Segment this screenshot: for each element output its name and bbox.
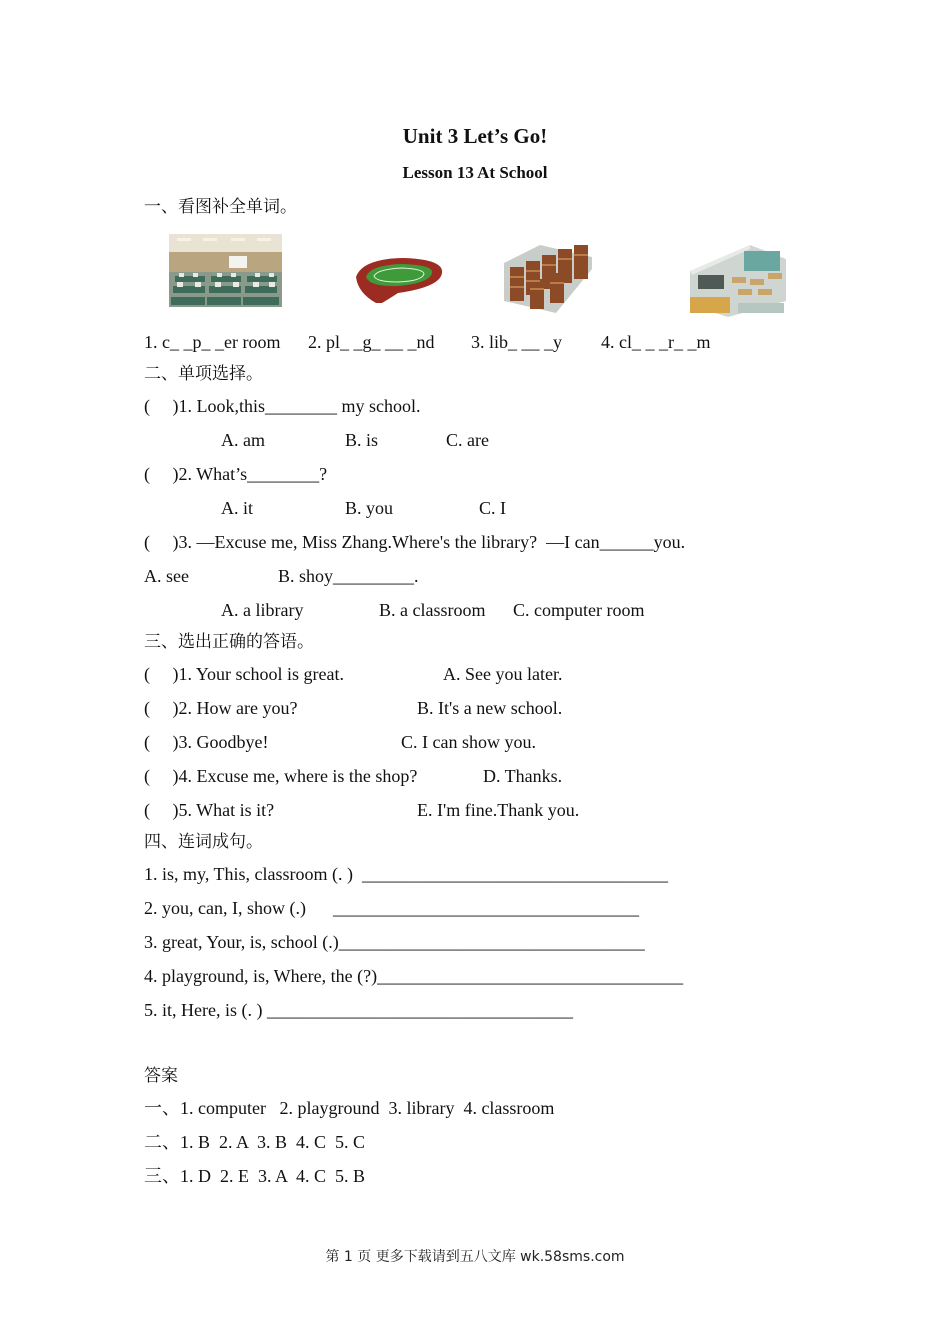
sentence-item-2: 2. you, can, I, show (.) __________________________________ [144, 898, 639, 918]
library-image [500, 239, 596, 314]
mc-q3-option-a: A. a library [221, 600, 304, 620]
answers-line-3: 三、1. D 2. E 3. A 4. C 5. B [144, 1166, 366, 1186]
match-question-2: ( )2. How are you? [144, 698, 298, 718]
answers-line-2: 二、1. B 2. A 3. B 4. C 5. C [144, 1132, 366, 1152]
match-question-4: ( )4. Excuse me, where is the shop? [144, 766, 418, 786]
match-answer-a: A. See you later. [443, 664, 563, 684]
answers-line-1: 一、1. computer 2. playground 3. library 4. classroom [144, 1098, 555, 1118]
mc-q2-option-b: B. you [345, 498, 394, 518]
match-answer-e: E. I'm fine.Thank you. [417, 800, 580, 820]
match-answer-c: C. I can show you. [401, 732, 536, 752]
mc-q1-option-a: A. am [221, 430, 265, 450]
sentence-item-3: 3. great, Your, is, school (.)__________________________________ [144, 932, 645, 952]
answers-heading: 答案 [144, 1066, 178, 1086]
section2-heading: 二、单项选择。 [144, 364, 263, 384]
mc-extra-option-a: A. see [144, 566, 189, 586]
word-item-3: 3. lib_ __ _y [471, 332, 563, 352]
section1-heading: 一、看图补全单词。 [144, 197, 297, 217]
playground-image [352, 253, 446, 305]
word-item-4: 4. cl_ _ _r_ _m [601, 332, 711, 352]
mc-q3-option-b: B. a classroom [379, 600, 486, 620]
match-question-5: ( )5. What is it? [144, 800, 275, 820]
match-answer-b: B. It's a new school. [417, 698, 563, 718]
sentence-item-4: 4. playground, is, Where, the (?)__________________________________ [144, 966, 684, 986]
match-question-1: ( )1. Your school is great. [144, 664, 344, 684]
section3-heading: 三、选出正确的答语。 [144, 632, 314, 652]
word-item-2: 2. pl_ _g_ __ _nd [308, 332, 435, 352]
classroom-image [688, 243, 788, 317]
match-question-3: ( )3. Goodbye! [144, 732, 269, 752]
mc-q1-option-b: B. is [345, 430, 379, 450]
page-footer: 第 1 页 更多下载请到五八文库 wk.58sms.com [325, 1249, 625, 1265]
mc-q3-option-c: C. computer room [513, 600, 645, 620]
sentence-item-1: 1. is, my, This, classroom (. ) __________________________________ [144, 864, 668, 884]
mc-q1-option-c: C. are [446, 430, 489, 450]
mc-question-1: ( )1. Look,this________ my school. [144, 396, 421, 416]
mc-q2-option-a: A. it [221, 498, 254, 518]
mc-question-3: ( )3. —Excuse me, Miss Zhang.Where's the library? —I can______you. [144, 532, 686, 552]
word-item-1: 1. c_ _p_ _er room [144, 332, 281, 352]
mc-q2-option-c: C. I [479, 498, 506, 518]
computer-room-image [169, 234, 282, 307]
lesson-subtitle: Lesson 13 At School [402, 163, 548, 182]
mc-extra-option-b: B. shoy_________. [278, 566, 419, 586]
page-title: Unit 3 Let’s Go! [402, 124, 548, 148]
section4-heading: 四、连词成句。 [144, 832, 263, 852]
sentence-item-5: 5. it, Here, is (. ) __________________________________ [144, 1000, 573, 1020]
mc-question-2: ( )2. What’s________? [144, 464, 328, 484]
match-answer-d: D. Thanks. [483, 766, 563, 786]
